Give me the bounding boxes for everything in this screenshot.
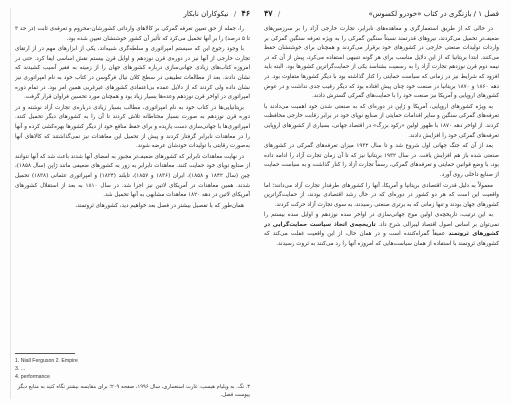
closing-bold-phrase: تاریخچه‌ی اتخاذ سیاست حمایت‌گرایی در کشورهای ثروتمند — [264, 221, 499, 238]
footnote-en-line: 3. ... — [15, 366, 26, 372]
left-header-title-group — [183, 8, 250, 19]
left-page-body — [15, 25, 250, 212]
right-paragraph: بعد از آن که جنگ جهانی اول شروع شد و تا سال ۱۹۳۲ میزان تعرفه‌های گمرکی در کشورهای صنعتی شده باز هم افزایش یافت. در سال ۱۹۳۲ بریتانیا نیز که تا آن زمان تجارت آزاد را ادامه داده بود، با وضع قوانین حمایتی و تعرفه‌های گمرکی، رسماً تجارت آزاد را کنار گذاشت و به سیاست حمایت از صنایع داخلی روی آورد. — [264, 143, 500, 178]
right-paragraph: معمولاً به دلیل قدرت اقتصادی بریتانیا و آمریکا، آنها را کشورهای طرفدار تجارت آزاد می‌دانند؛ اما واقعیت این است که هر دو کشور در دوره‌ای که در حال رشد اقتصادی بودند، از حمایت‌گراترین کشورهای جهان بودند و تنها زمانی که به برتری صنعتی رسیدند، به سوی تجارت آزاد حرکت کردند. — [264, 182, 499, 208]
left-paragraph: در نهایت معاهدات نابرابر که کشورهای ضعیف‌تر مجبور به امضای آنها شدند باعث شد که آنها نتوانند از صنایع نوپای خود حمایت کنند. معاهدات نابرابر به زور به کشورهای ضعیفی مانند ژاپن (سال ۱۸۵۸)، چین (سال ۱۸۴۲ و ۱۸۵۸)، ایران (۱۸۳۶ و ۱۸۵۷)، تایلند (۱۸۲۴) و امپراتوری عثمانی (۱۸۳۸) تحمیل شدند. همین معاهدات در آمریکای لاتین نیز اجرا شد. در سال ۱۸۱۰ به بعد از استقلال کشورهای آمریکای لاتین در دهه ۱۸۲۰ معاهدات مشابهی به آنها تحمیل شد. — [15, 153, 250, 199]
left-running-head: نیکوکاران نابکار — [183, 10, 229, 18]
right-header-number-group — [264, 8, 283, 19]
right-page-number: ۴۷ — [264, 8, 273, 18]
right-closing-paragraph — [264, 211, 499, 249]
right-running-head: فصل ۱ / بازنگری در کتاب «خودرو لکسوس» — [368, 9, 499, 18]
right-paragraph: به ویژه کشورهای اروپایی، آمریکا و ژاپن در دوره‌ای که به صنعتی شدن خود اهمیت می‌دادند با تعرفه‌های گمرکی سنگین و سایر اقدامات حمایتی از صنایع نوپای خود در برابر رقابت خارجی محافظت کردند. از اواخر دهه ۱۸۷۰ با ظهور اولین «رکود بزرگ» در اقتصاد جهانی، بسیاری از کشورهای اروپایی تعرفه‌های گمرکی خود را افزایش دادند. — [264, 103, 499, 139]
left-footnote-fa: ۳. نگ. به ویلیام هیسپ، غارت استعماری، سال ۱۹۹۶، صفحه ۲۰۹؛ برای مقایسه بیشتر نگاه کنید به منابع دیگر پیوست فصل. — [17, 384, 250, 398]
left-closing-line: همان‌طور که با تفصیل بیشتر در فصل بعد خواهیم دید، کشورهای ثروتمند، — [75, 202, 244, 209]
left-paragraph: بریتانیایی‌ها در کتاب خود به نام امپراتوری، مطالب بسیار زیادی درباره‌ی تجارت آزاد نوشته و در دوره قرن نوزدهم به صورت بسیار محتاطانه تلاش کردند تا آن را به کشورهای دیگر تحمیل کنند. امپراتوری‌ها با جهانی‌سازی دست یازیده و برای حفظ منافع خود از دیگر کشورها بهره‌کشی کرده و آنها را در معاهدات نابرابر گرفتار کردند و پیش از تحمیل این معاهدات نیز نمی‌گذاشتند که کالاهای آنها به‌صورت رقابتی با تولیدات خودشان عرضه شوند. — [15, 104, 250, 150]
left-header-separator: / — [233, 10, 237, 18]
left-footnotes-en — [15, 357, 250, 381]
left-page-header — [15, 8, 250, 19]
left-footnote-rule — [15, 353, 75, 354]
right-paragraph: در حالی که از طریق استعمارگری و معاهده‌های نابرابر، تجارت خارجی آزاد را بر سرزمین‌های ضعیف‌تر تحمیل می‌کردند، نیروهای قدرتمند نسبتاً سنگین گمرکی را به ویژه تعرفه سنگین گمرکی بر واردات تولیدات صنعتی خارجی در کشورهای خود برقرار می‌کردند و همچنان برای خوشنشان حفظ می‌کنند. ابتدا بریتانیا که از این دلایل مناسب برای هر گونه تنبیهی استفاده می‌کرد، پیش از آن که در نیمه دوم قرن نوزدهم تجارت آزاد را به رسمیت بشناسد یکی از حمایت‌گراترین کشورها بود. البته باید افزود که شرایط نیز در زمانی که سیاست حمایتی را کنار گذاشته بود با دیگر کشورها متفاوت بود. در دهه ۱۸۶۰ و ۱۸۷۰ بریتانیا در صنعت خود چنان پیش افتاده بود که دیگر رقیب جدی نداشت و در عوض کشورهای اروپایی و آمریکا نیز صنعت خود را با حمایت‌های گمرکی گسترش دادند. — [264, 26, 500, 100]
left-page-number: ۴۶ — [241, 8, 250, 18]
left-paragraph: با وجود رجوع این که سیستم امپراتوری و سلطه‌گری شبیه‌اند، یکی از ابزارهای مهم در از ارتقای تجارت خارجی از آنها نیز در دوره‌ی قرن نوزدهم و اوایل قرن بیستم نقش اساسی ایفا کرد. حتی در امروزه کتاب‌های زیادی جهانی‌سازی درباره کشورهای جهان را از زمینه به فقیر آسیب کشیدند که نشان دادند. بعد از مطالعات تطبیقی در سطح کلان نیال فرگوسن در کتاب خود به نام امپراتوری نیز نشان داده ولی کردند که از دلایل عمده بی‌اعتمادی کشورهای غیرغربی همین امر بود. در تمام دوره امپراتوری در اواخر قرن نوزدهم وعده‌ها بسیار زیاد بود و همچنان مورد تحسین فراوان قرار گرفت. — [15, 46, 250, 101]
right-page-header — [264, 8, 499, 19]
footnote-en-line: 4. performance — [15, 374, 50, 380]
right-header-separator: / — [277, 10, 281, 18]
left-page — [10, 8, 250, 399]
footnote-en-line: 1. Niall Ferguson 2. Empire — [15, 358, 78, 364]
closing-text-start: به این ترتیب، تاریخچه‌ی اولین موج جهانی‌سازی در اواخر سده نوزدهم و اوایل سده بیستم را نمی‌توان بر اساس اصول اقتصاد لیبرالی شرح داد. — [264, 212, 500, 228]
right-page-body — [264, 25, 499, 251]
left-paragraph: را، جمله از حق تعیین تعرفه گمرکی بر کالاهای وارداتی کشورشان-محروم و تعرفه‌ی ثابت (در حد ۳ تا ۵ درصد) را بر آنها تحمیل می‌کرد که تأثیر آن کشور خوشنشان تعیین شده بود. — [15, 26, 250, 42]
closing-text-end: عمیقاً گمراه‌کننده است و در همان حال، از این واقعیت غفلت می‌کند که کشورهای ثروتمند با استفاده از همان سیاست‌هایی که امروزه آنها را رد می‌کنند به ثروت رسیدند. — [264, 231, 499, 248]
right-page — [264, 8, 501, 399]
